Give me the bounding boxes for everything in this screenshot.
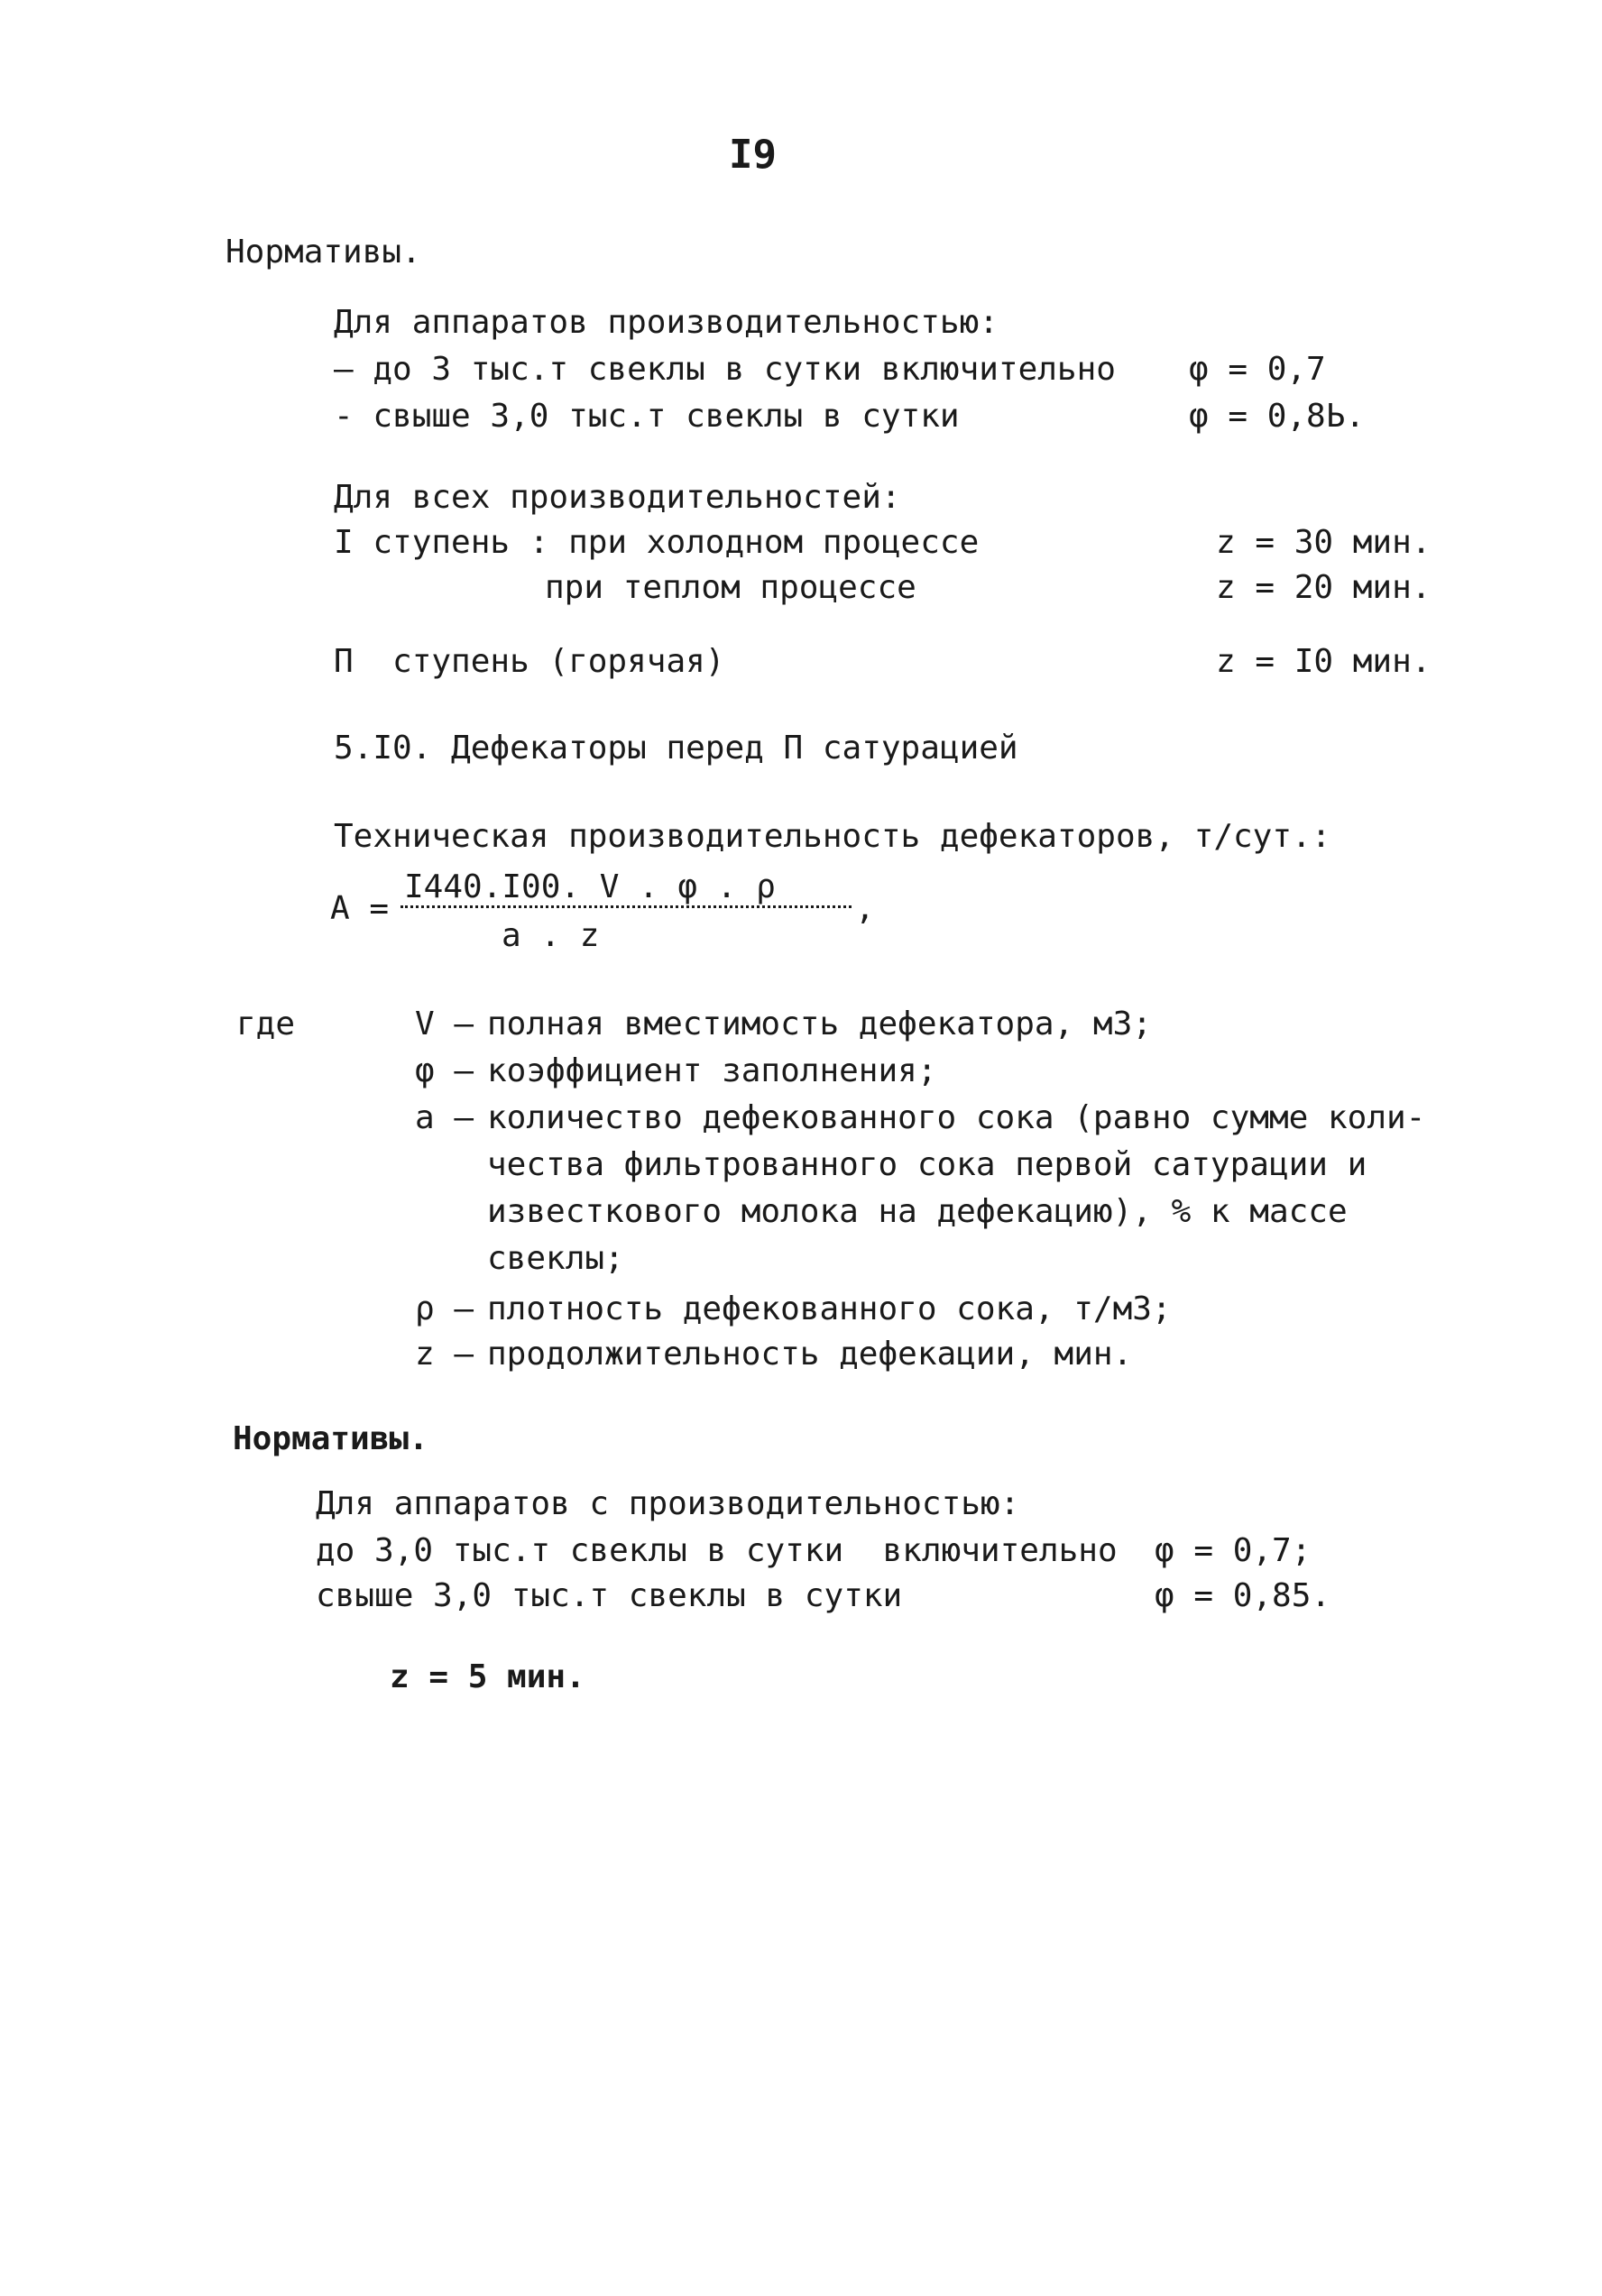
section-title: 5.I0. Дефекаторы перед П сатурацией (334, 730, 1018, 767)
norm-row-label: свыше 3,0 тыс.т свеклы в сутки (316, 1577, 903, 1614)
stage-label: I ступень : при холодном процессе (334, 524, 980, 561)
norm-row-label: до 3,0 тыс.т свеклы в сутки включительно (316, 1532, 1118, 1569)
def-symbol: φ – (415, 1052, 474, 1089)
def-symbol: a – (415, 1099, 474, 1136)
norm-row-label: - свыше 3,0 тыс.т свеклы в сутки (334, 398, 960, 435)
stage-value: z = 30 мин. (1216, 524, 1432, 561)
all-capacity-intro: Для всех производительностей: (334, 479, 901, 516)
def-text: чества фильтрованного сока первой сатурации и (487, 1146, 1367, 1183)
def-text: количество дефекованного сока (равно сумме коли- (487, 1099, 1426, 1136)
norm-row-value: φ = 0,7 (1189, 351, 1326, 388)
stage-label: П ступень (горячая) (334, 643, 725, 680)
def-text: продолжительность дефекации, мин. (487, 1336, 1133, 1373)
section-heading: Нормативы. (226, 234, 421, 271)
def-text: свеклы; (487, 1240, 624, 1277)
def-text: полная вместимость дефекатора, м3; (487, 1006, 1152, 1042)
formula-lhs: A = (330, 890, 390, 927)
capacity-intro: Для аппаратов производительностью: (334, 304, 999, 341)
stage-label: при теплом процессе (545, 569, 916, 606)
def-symbol: z – (415, 1336, 474, 1373)
time-norm: z = 5 мин. (390, 1658, 585, 1695)
norm-row-label: – до 3 тыс.т свеклы в сутки включительно (334, 351, 1116, 388)
def-text: коэффициент заполнения; (487, 1052, 937, 1089)
def-symbol: ρ – (415, 1290, 474, 1327)
formula-denominator: a . z (502, 917, 600, 954)
stage-value: z = 20 мин. (1216, 569, 1432, 606)
def-text: плотность дефекованного сока, т/м3; (487, 1290, 1172, 1327)
stage-value: z = I0 мин. (1216, 643, 1432, 680)
formula-intro: Техническая производительность дефекаторов, т/сут.: (334, 818, 1331, 855)
norm-row-value: φ = 0,7; (1155, 1532, 1312, 1569)
formula-end: , (855, 890, 875, 927)
def-symbol: V – (415, 1006, 474, 1042)
formula-numerator: I440.I00. V . φ . ρ (404, 868, 776, 905)
norm-row-value: φ = 0,8Ь. (1189, 398, 1366, 435)
capacity-intro: Для аппаратов с производительностью: (316, 1485, 1020, 1522)
where-label: где (236, 1006, 296, 1042)
fraction-bar (400, 905, 852, 908)
section-heading: Нормативы. (233, 1420, 428, 1457)
norm-row-value: φ = 0,85. (1155, 1577, 1331, 1614)
def-text: известкового молока на дефекацию), % к массе (487, 1193, 1348, 1230)
page-number: I9 (729, 132, 777, 178)
